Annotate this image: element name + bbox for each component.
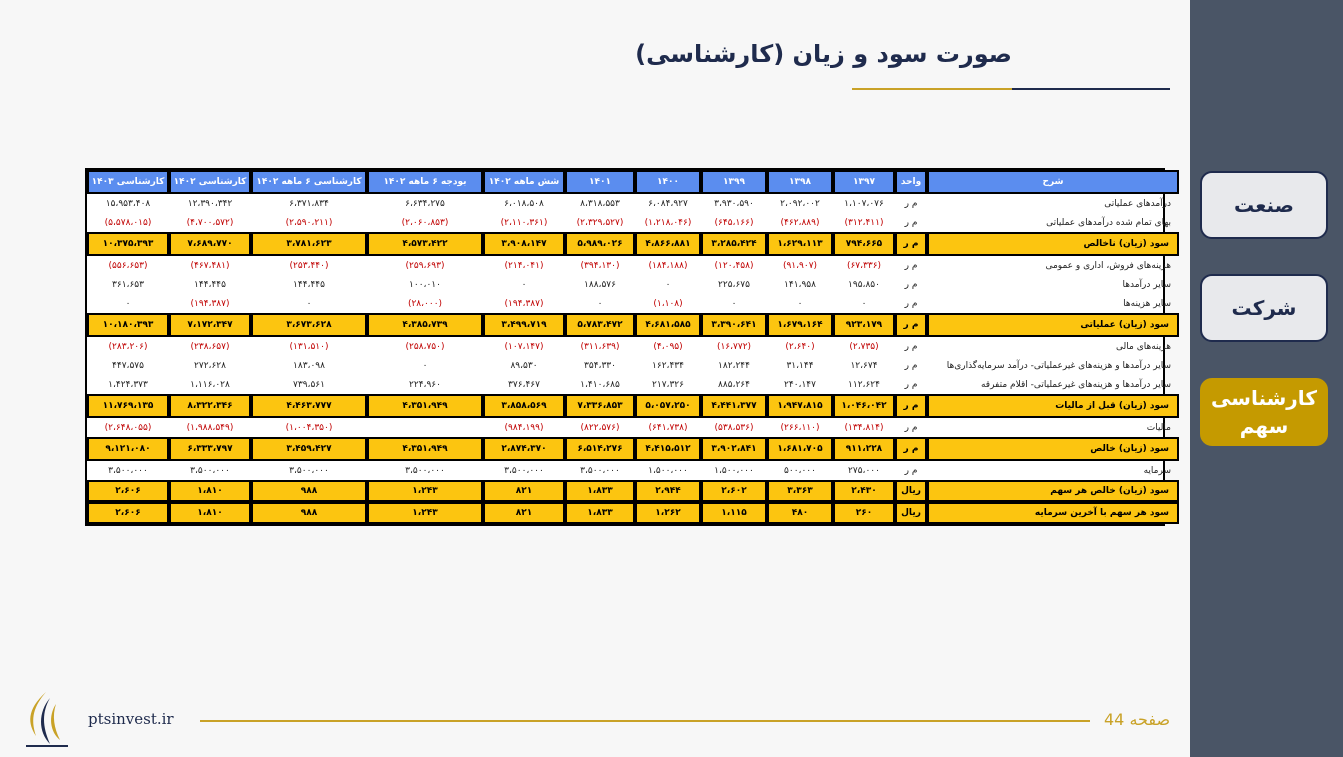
row-description: مالیات bbox=[1146, 422, 1171, 433]
table-row bbox=[87, 418, 1179, 437]
table-cell: ۳۷۶،۴۶۷ bbox=[508, 379, 540, 390]
table-cell: (۶۷،۳۳۶) bbox=[846, 260, 882, 271]
table-cell: ۱۶۲،۴۳۴ bbox=[652, 360, 684, 371]
table-cell: ۴،۶۸۱،۵۸۵ bbox=[635, 313, 701, 337]
table-cell: ۷،۳۳۶،۸۵۳ bbox=[565, 394, 635, 418]
column-header: بودجه ۶ ماهه ۱۴۰۲ bbox=[367, 170, 483, 194]
table-cell: ۳۵۴،۳۳۰ bbox=[584, 360, 616, 371]
table-cell: ۴،۴۶۳،۷۷۷ bbox=[251, 394, 367, 418]
table-cell: ۰ bbox=[731, 298, 737, 309]
table-cell: (۱۶،۷۷۲) bbox=[716, 341, 752, 352]
table-cell: (۵۳۸،۵۳۶) bbox=[714, 422, 754, 433]
table-row bbox=[87, 232, 1179, 256]
table-cell: ۸۹،۵۳۰ bbox=[510, 360, 538, 371]
table-cell: ۰ bbox=[306, 298, 312, 309]
title-underline bbox=[852, 88, 1170, 90]
table-cell: (۲۵۹،۶۹۳) bbox=[405, 260, 445, 271]
table-cell: ۳،۷۸۱،۶۲۳ bbox=[251, 232, 367, 256]
table-row bbox=[87, 194, 1179, 213]
income-statement-table bbox=[87, 170, 1179, 524]
column-header: شرح bbox=[927, 170, 1179, 194]
table-cell: (۲،۰۶۰،۸۵۳) bbox=[401, 217, 449, 228]
table-row bbox=[87, 356, 1179, 375]
row-unit: م ر bbox=[904, 360, 918, 371]
row-description: سایر درآمدها و هزینه‌های غیرعملیاتی- اقلام متفرقه bbox=[980, 379, 1171, 390]
table-cell: (۱۸۴،۱۸۸) bbox=[648, 260, 688, 271]
table-cell: ۱،۸۱۰ bbox=[169, 502, 251, 524]
row-unit: م ر bbox=[904, 422, 918, 433]
table-cell: ۱،۱۱۵ bbox=[701, 502, 767, 524]
table-cell: ۳،۳۹۰،۶۴۱ bbox=[701, 313, 767, 337]
title-underline-accent bbox=[852, 88, 1012, 90]
table-cell: ۱۹۵،۸۵۰ bbox=[848, 279, 880, 290]
column-header: کارشناسی ۱۴۰۲ bbox=[169, 170, 251, 194]
table-cell: (۳۱۱،۶۳۹) bbox=[580, 341, 620, 352]
table-cell: ۱،۹۴۷،۸۱۵ bbox=[767, 394, 833, 418]
table-cell: ۳،۴۵۹،۴۲۷ bbox=[251, 437, 367, 461]
column-header: شش ماهه ۱۴۰۲ bbox=[483, 170, 565, 194]
row-description: سود (زیان) قبل از مالیات bbox=[927, 394, 1179, 418]
table-cell: (۶۴۵،۱۶۶) bbox=[714, 217, 754, 228]
table-cell: ۳،۹۰۸،۱۴۷ bbox=[483, 232, 565, 256]
table-cell: (۲،۷۳۵) bbox=[849, 341, 879, 352]
table-cell: (۴۶۷،۴۸۱) bbox=[190, 260, 230, 271]
table-cell: ۵،۰۵۷،۲۵۰ bbox=[635, 394, 701, 418]
table-cell: ۵۰۰،۰۰۰ bbox=[784, 465, 816, 476]
table-cell: ۷،۱۷۲،۳۴۷ bbox=[169, 313, 251, 337]
table-header-row bbox=[87, 170, 1179, 194]
table-cell: ۲۶۰ bbox=[833, 502, 895, 524]
table-cell: ۸،۳۱۸،۵۵۳ bbox=[580, 198, 620, 209]
table-cell: ۸۲۱ bbox=[483, 480, 565, 502]
table-cell: (۱،۹۸۸،۵۴۹) bbox=[186, 422, 234, 433]
row-unit: م ر bbox=[895, 313, 927, 337]
table-cell: ۰ bbox=[597, 298, 603, 309]
table-body bbox=[87, 194, 1179, 524]
table-cell: ۱۱،۷۶۹،۱۳۵ bbox=[87, 394, 169, 418]
table-cell: ۰ bbox=[861, 298, 867, 309]
table-cell: ۰ bbox=[665, 279, 671, 290]
table-cell: ۳۶۱،۶۵۳ bbox=[112, 279, 144, 290]
table-cell bbox=[367, 418, 483, 437]
table-cell: ۳،۹۰۲،۸۴۱ bbox=[701, 437, 767, 461]
table-cell: ۹۸۸ bbox=[251, 502, 367, 524]
row-unit: م ر bbox=[904, 465, 918, 476]
nav-stock-valuation-button[interactable]: کارشناسی سهم bbox=[1200, 378, 1328, 446]
row-unit: ریال bbox=[895, 502, 927, 524]
row-unit: م ر bbox=[904, 298, 918, 309]
table-cell: (۱۲۰،۴۵۸) bbox=[714, 260, 754, 271]
table-cell: ۴،۵۷۳،۴۲۲ bbox=[367, 232, 483, 256]
table-cell: (۹۸۴،۱۹۹) bbox=[504, 422, 544, 433]
table-cell: ۳،۸۵۸،۵۶۹ bbox=[483, 394, 565, 418]
row-description: سود (زیان) ناخالص bbox=[927, 232, 1179, 256]
table-cell: ۱۵،۹۵۳،۴۰۸ bbox=[105, 198, 151, 209]
table-cell: (۲،۱۱۰،۳۶۱) bbox=[500, 217, 548, 228]
column-header: ۱۳۹۷ bbox=[833, 170, 895, 194]
table-cell: ۱۸۲،۲۴۴ bbox=[718, 360, 750, 371]
table-cell: (۲،۳۲۹،۵۲۷) bbox=[576, 217, 624, 228]
table-cell: ۸۸۵،۲۶۴ bbox=[718, 379, 750, 390]
column-header: ۱۳۹۹ bbox=[701, 170, 767, 194]
table-cell: (۱۳۱،۵۱۰) bbox=[289, 341, 329, 352]
table-cell: ۷،۶۸۹،۷۷۰ bbox=[169, 232, 251, 256]
table-cell: ۶،۳۳۳،۷۹۷ bbox=[169, 437, 251, 461]
table-cell: ۱،۲۶۲ bbox=[635, 502, 701, 524]
table-cell: ۱۲،۳۹۰،۳۴۲ bbox=[187, 198, 233, 209]
table-cell: ۱،۱۱۶،۰۲۸ bbox=[190, 379, 230, 390]
table-cell: ۱،۸۱۰ bbox=[169, 480, 251, 502]
table-row bbox=[87, 294, 1179, 313]
table-cell: ۱،۴۲۴،۳۷۳ bbox=[108, 379, 148, 390]
table-cell: ۱،۵۰۰،۰۰۰ bbox=[648, 465, 688, 476]
row-description: هزینه‌های فروش، اداری و عمومی bbox=[1045, 260, 1171, 271]
table-row bbox=[87, 480, 1179, 502]
page-number: صفحه 44 bbox=[1104, 710, 1171, 729]
table-cell: ۲۲۵،۶۷۵ bbox=[718, 279, 750, 290]
table-cell: (۱۹۴،۳۸۷) bbox=[190, 298, 230, 309]
table-cell: ۲،۶۰۲ bbox=[701, 480, 767, 502]
table-cell: ۳،۵۰۰،۰۰۰ bbox=[504, 465, 544, 476]
table-cell: ۴۸۰ bbox=[767, 502, 833, 524]
row-unit: م ر bbox=[904, 341, 918, 352]
table-cell: ۶،۰۱۸،۵۰۸ bbox=[504, 198, 544, 209]
table-row bbox=[87, 275, 1179, 294]
table-cell: ۶،۶۳۴،۲۷۵ bbox=[405, 198, 445, 209]
table-row bbox=[87, 213, 1179, 232]
row-description: سایر درآمدها bbox=[1122, 279, 1171, 290]
sidebar bbox=[1190, 0, 1343, 757]
table-cell: ۲۷۵،۰۰۰ bbox=[848, 465, 880, 476]
table-cell: ۱۸۸،۵۷۶ bbox=[584, 279, 616, 290]
table-cell: (۲۸،۰۰۰) bbox=[407, 298, 443, 309]
table-cell: ۳،۵۰۰،۰۰۰ bbox=[108, 465, 148, 476]
table-cell: ۳،۶۷۳،۶۲۸ bbox=[251, 313, 367, 337]
table-cell: ۱۲،۶۷۴ bbox=[850, 360, 878, 371]
row-unit: م ر bbox=[904, 198, 918, 209]
page-title: صورت سود و زیان (کارشناسی) bbox=[635, 40, 1012, 68]
table-cell: ۴،۸۶۶،۸۸۱ bbox=[635, 232, 701, 256]
table-cell: ۱،۸۳۳ bbox=[565, 502, 635, 524]
table-row bbox=[87, 256, 1179, 275]
row-unit: م ر bbox=[904, 279, 918, 290]
table-cell: ۳،۳۶۳ bbox=[767, 480, 833, 502]
table-cell: (۲۸۳،۲۰۶) bbox=[108, 341, 148, 352]
table-cell: ۱،۶۷۹،۱۶۴ bbox=[767, 313, 833, 337]
table-cell: (۴،۰۹۵) bbox=[653, 341, 683, 352]
row-description: سود (زیان) عملیاتی bbox=[927, 313, 1179, 337]
income-statement-table-wrapper bbox=[85, 168, 1171, 526]
column-header: ۱۳۹۸ bbox=[767, 170, 833, 194]
table-cell: ۹۱۱،۲۲۸ bbox=[833, 437, 895, 461]
table-cell: ۷۹۴،۶۶۵ bbox=[833, 232, 895, 256]
table-cell: ۲۲۴،۹۶۰ bbox=[409, 379, 441, 390]
table-cell: ۴،۴۴۱،۳۷۷ bbox=[701, 394, 767, 418]
table-cell: (۳۱۲،۴۱۱) bbox=[844, 217, 884, 228]
table-row bbox=[87, 375, 1179, 394]
table-cell: ۰ bbox=[422, 360, 428, 371]
table-cell: ۴،۳۵۱،۹۴۹ bbox=[367, 437, 483, 461]
row-unit: م ر bbox=[904, 217, 918, 228]
table-cell: ۳،۵۰۰،۰۰۰ bbox=[405, 465, 445, 476]
table-cell: ۰ bbox=[125, 298, 131, 309]
table-cell: ۲۴۰،۱۴۷ bbox=[784, 379, 816, 390]
table-cell: ۳،۲۸۵،۴۲۴ bbox=[701, 232, 767, 256]
table-cell: (۲۵۳،۴۴۰) bbox=[289, 260, 329, 271]
table-cell: (۴۶۲،۸۸۹) bbox=[780, 217, 820, 228]
table-cell: (۱،۱۰۸) bbox=[653, 298, 683, 309]
table-cell: ۴۴۷،۵۷۵ bbox=[112, 360, 144, 371]
table-cell: ۳،۵۰۰،۰۰۰ bbox=[289, 465, 329, 476]
row-description: هزینه‌های مالی bbox=[1116, 341, 1171, 352]
table-row bbox=[87, 461, 1179, 480]
table-cell: ۱۱۲،۶۲۴ bbox=[848, 379, 880, 390]
footer-divider bbox=[200, 720, 1090, 722]
table-cell: (۵،۵۷۸،۰۱۵) bbox=[104, 217, 152, 228]
table-cell: ۴،۴۱۵،۵۱۲ bbox=[635, 437, 701, 461]
row-unit: م ر bbox=[904, 379, 918, 390]
table-cell: ۸۲۱ bbox=[483, 502, 565, 524]
table-cell: ۹۸۸ bbox=[251, 480, 367, 502]
table-cell: ۱۰۰،۰۱۰ bbox=[409, 279, 441, 290]
table-cell: (۲۱۴،۰۴۱) bbox=[504, 260, 544, 271]
table-cell: (۹۱،۹۰۷) bbox=[782, 260, 818, 271]
table-cell: ۳،۹۳۰،۵۹۰ bbox=[714, 198, 754, 209]
table-cell: ۱۰،۱۸۰،۳۹۳ bbox=[87, 313, 169, 337]
row-description: سرمایه bbox=[1143, 465, 1171, 476]
table-cell: ۳،۴۹۹،۷۱۹ bbox=[483, 313, 565, 337]
table-cell: ۱،۲۴۳ bbox=[367, 502, 483, 524]
row-description: بهای تمام شده درآمدهای عملیاتی bbox=[1046, 217, 1171, 228]
column-header: ۱۴۰۱ bbox=[565, 170, 635, 194]
table-cell: ۶،۳۷۱،۸۳۴ bbox=[289, 198, 329, 209]
table-cell: ۲،۴۳۰ bbox=[833, 480, 895, 502]
table-cell: ۱،۸۳۳ bbox=[565, 480, 635, 502]
table-cell: (۶۴۱،۷۳۸) bbox=[648, 422, 688, 433]
table-cell: ۲۷۲،۶۲۸ bbox=[194, 360, 226, 371]
table-cell: (۲۵۸،۷۵۰) bbox=[405, 341, 445, 352]
nav-industry-button[interactable]: صنعت bbox=[1200, 171, 1328, 239]
table-row bbox=[87, 502, 1179, 524]
row-description: سایر هزینه‌ها bbox=[1123, 298, 1171, 309]
table-cell: ۱۰،۳۷۵،۳۹۳ bbox=[87, 232, 169, 256]
table-cell: ۴،۳۵۱،۹۴۹ bbox=[367, 394, 483, 418]
row-description: سایر درآمدها و هزینه‌های غیرعملیاتی- درآمد سرمایه‌گذاری‌ها bbox=[946, 360, 1171, 371]
table-cell: ۶،۵۱۴،۲۷۶ bbox=[565, 437, 635, 461]
column-header: کارشناسی ۶ ماهه ۱۴۰۲ bbox=[251, 170, 367, 194]
table-cell: (۲،۶۴۸،۰۵۵) bbox=[104, 422, 152, 433]
table-cell: ۱،۶۸۱،۷۰۵ bbox=[767, 437, 833, 461]
row-description: درآمدهای عملیاتی bbox=[1104, 198, 1171, 209]
column-header: واحد bbox=[895, 170, 927, 194]
table-cell: (۲،۶۴۰) bbox=[785, 341, 815, 352]
table-cell: ۷۳۹،۵۶۱ bbox=[293, 379, 325, 390]
table-cell: ۸،۳۲۲،۳۴۶ bbox=[169, 394, 251, 418]
row-description: سود (زیان) خالص bbox=[927, 437, 1179, 461]
table-cell: ۵،۷۸۳،۴۷۲ bbox=[565, 313, 635, 337]
table-cell: ۱،۲۴۳ bbox=[367, 480, 483, 502]
table-cell: ۶،۰۸۴،۹۲۷ bbox=[648, 198, 688, 209]
table-row bbox=[87, 313, 1179, 337]
table-cell: ۹،۱۲۱،۰۸۰ bbox=[87, 437, 169, 461]
table-cell: ۲،۸۷۴،۳۷۰ bbox=[483, 437, 565, 461]
table-cell: (۲۶۶،۱۱۰) bbox=[780, 422, 820, 433]
table-row bbox=[87, 337, 1179, 356]
table-cell: ۳،۵۰۰،۰۰۰ bbox=[580, 465, 620, 476]
table-cell: ۱۸۳،۰۹۸ bbox=[293, 360, 325, 371]
table-cell: ۲،۰۹۲،۰۰۲ bbox=[780, 198, 820, 209]
table-cell: ۹۲۳،۱۷۹ bbox=[833, 313, 895, 337]
table-cell: ۲،۶۰۶ bbox=[87, 480, 169, 502]
table-cell: ۱۴۴،۴۴۵ bbox=[293, 279, 325, 290]
table-cell: (۱،۰۰۴،۳۵۰) bbox=[285, 422, 333, 433]
row-description: سود هر سهم با آخرین سرمایه bbox=[927, 502, 1179, 524]
table-cell: ۳،۵۰۰،۰۰۰ bbox=[190, 465, 230, 476]
table-cell: ۰ bbox=[521, 279, 527, 290]
nav-company-button[interactable]: شرکت bbox=[1200, 274, 1328, 342]
column-header: ۱۴۰۰ bbox=[635, 170, 701, 194]
table-cell: (۱۰۷،۱۴۷) bbox=[504, 341, 544, 352]
table-cell: (۱۹۴،۳۸۷) bbox=[504, 298, 544, 309]
table-cell: ۲،۶۰۶ bbox=[87, 502, 169, 524]
table-cell: (۸۲۲،۵۷۶) bbox=[580, 422, 620, 433]
table-cell: ۱،۶۲۹،۱۱۳ bbox=[767, 232, 833, 256]
table-cell: (۵۵۶،۶۵۳) bbox=[108, 260, 148, 271]
table-cell: ۱،۱۰۷،۰۷۶ bbox=[844, 198, 884, 209]
row-unit: ریال bbox=[895, 480, 927, 502]
table-cell: (۳۹۴،۱۳۰) bbox=[580, 260, 620, 271]
table-row bbox=[87, 437, 1179, 461]
table-cell: (۲۳۸،۶۵۷) bbox=[190, 341, 230, 352]
table-cell: ۴،۳۸۵،۷۳۹ bbox=[367, 313, 483, 337]
row-unit: م ر bbox=[895, 232, 927, 256]
table-cell: (۱،۲۱۸،۰۴۶) bbox=[644, 217, 692, 228]
row-unit: م ر bbox=[895, 394, 927, 418]
column-header: کارشناسی ۱۴۰۳ bbox=[87, 170, 169, 194]
table-cell: (۴،۷۰۰،۵۷۲) bbox=[186, 217, 234, 228]
table-cell: ۱۴۱،۹۵۸ bbox=[784, 279, 816, 290]
table-cell: ۰ bbox=[797, 298, 803, 309]
table-cell: ۵،۹۸۹،۰۲۶ bbox=[565, 232, 635, 256]
table-cell: ۱،۰۴۶،۰۴۲ bbox=[833, 394, 895, 418]
table-row bbox=[87, 394, 1179, 418]
table-cell: (۱۳۴،۸۱۴) bbox=[844, 422, 884, 433]
table-cell: (۲،۵۹۰،۲۱۱) bbox=[285, 217, 333, 228]
company-logo bbox=[16, 688, 78, 750]
table-cell: ۱،۵۰۰،۰۰۰ bbox=[714, 465, 754, 476]
table-cell: ۱،۴۱۰،۶۸۵ bbox=[580, 379, 620, 390]
table-cell: ۲۱۷،۳۲۶ bbox=[652, 379, 684, 390]
row-description: سود (زیان) خالص هر سهم bbox=[927, 480, 1179, 502]
row-unit: م ر bbox=[895, 437, 927, 461]
table-cell: ۳۱،۱۴۴ bbox=[786, 360, 814, 371]
website-link[interactable]: ptsinvest.ir bbox=[88, 710, 174, 728]
row-unit: م ر bbox=[904, 260, 918, 271]
table-cell: ۲،۹۴۴ bbox=[635, 480, 701, 502]
table-cell: ۱۴۴،۴۴۵ bbox=[194, 279, 226, 290]
